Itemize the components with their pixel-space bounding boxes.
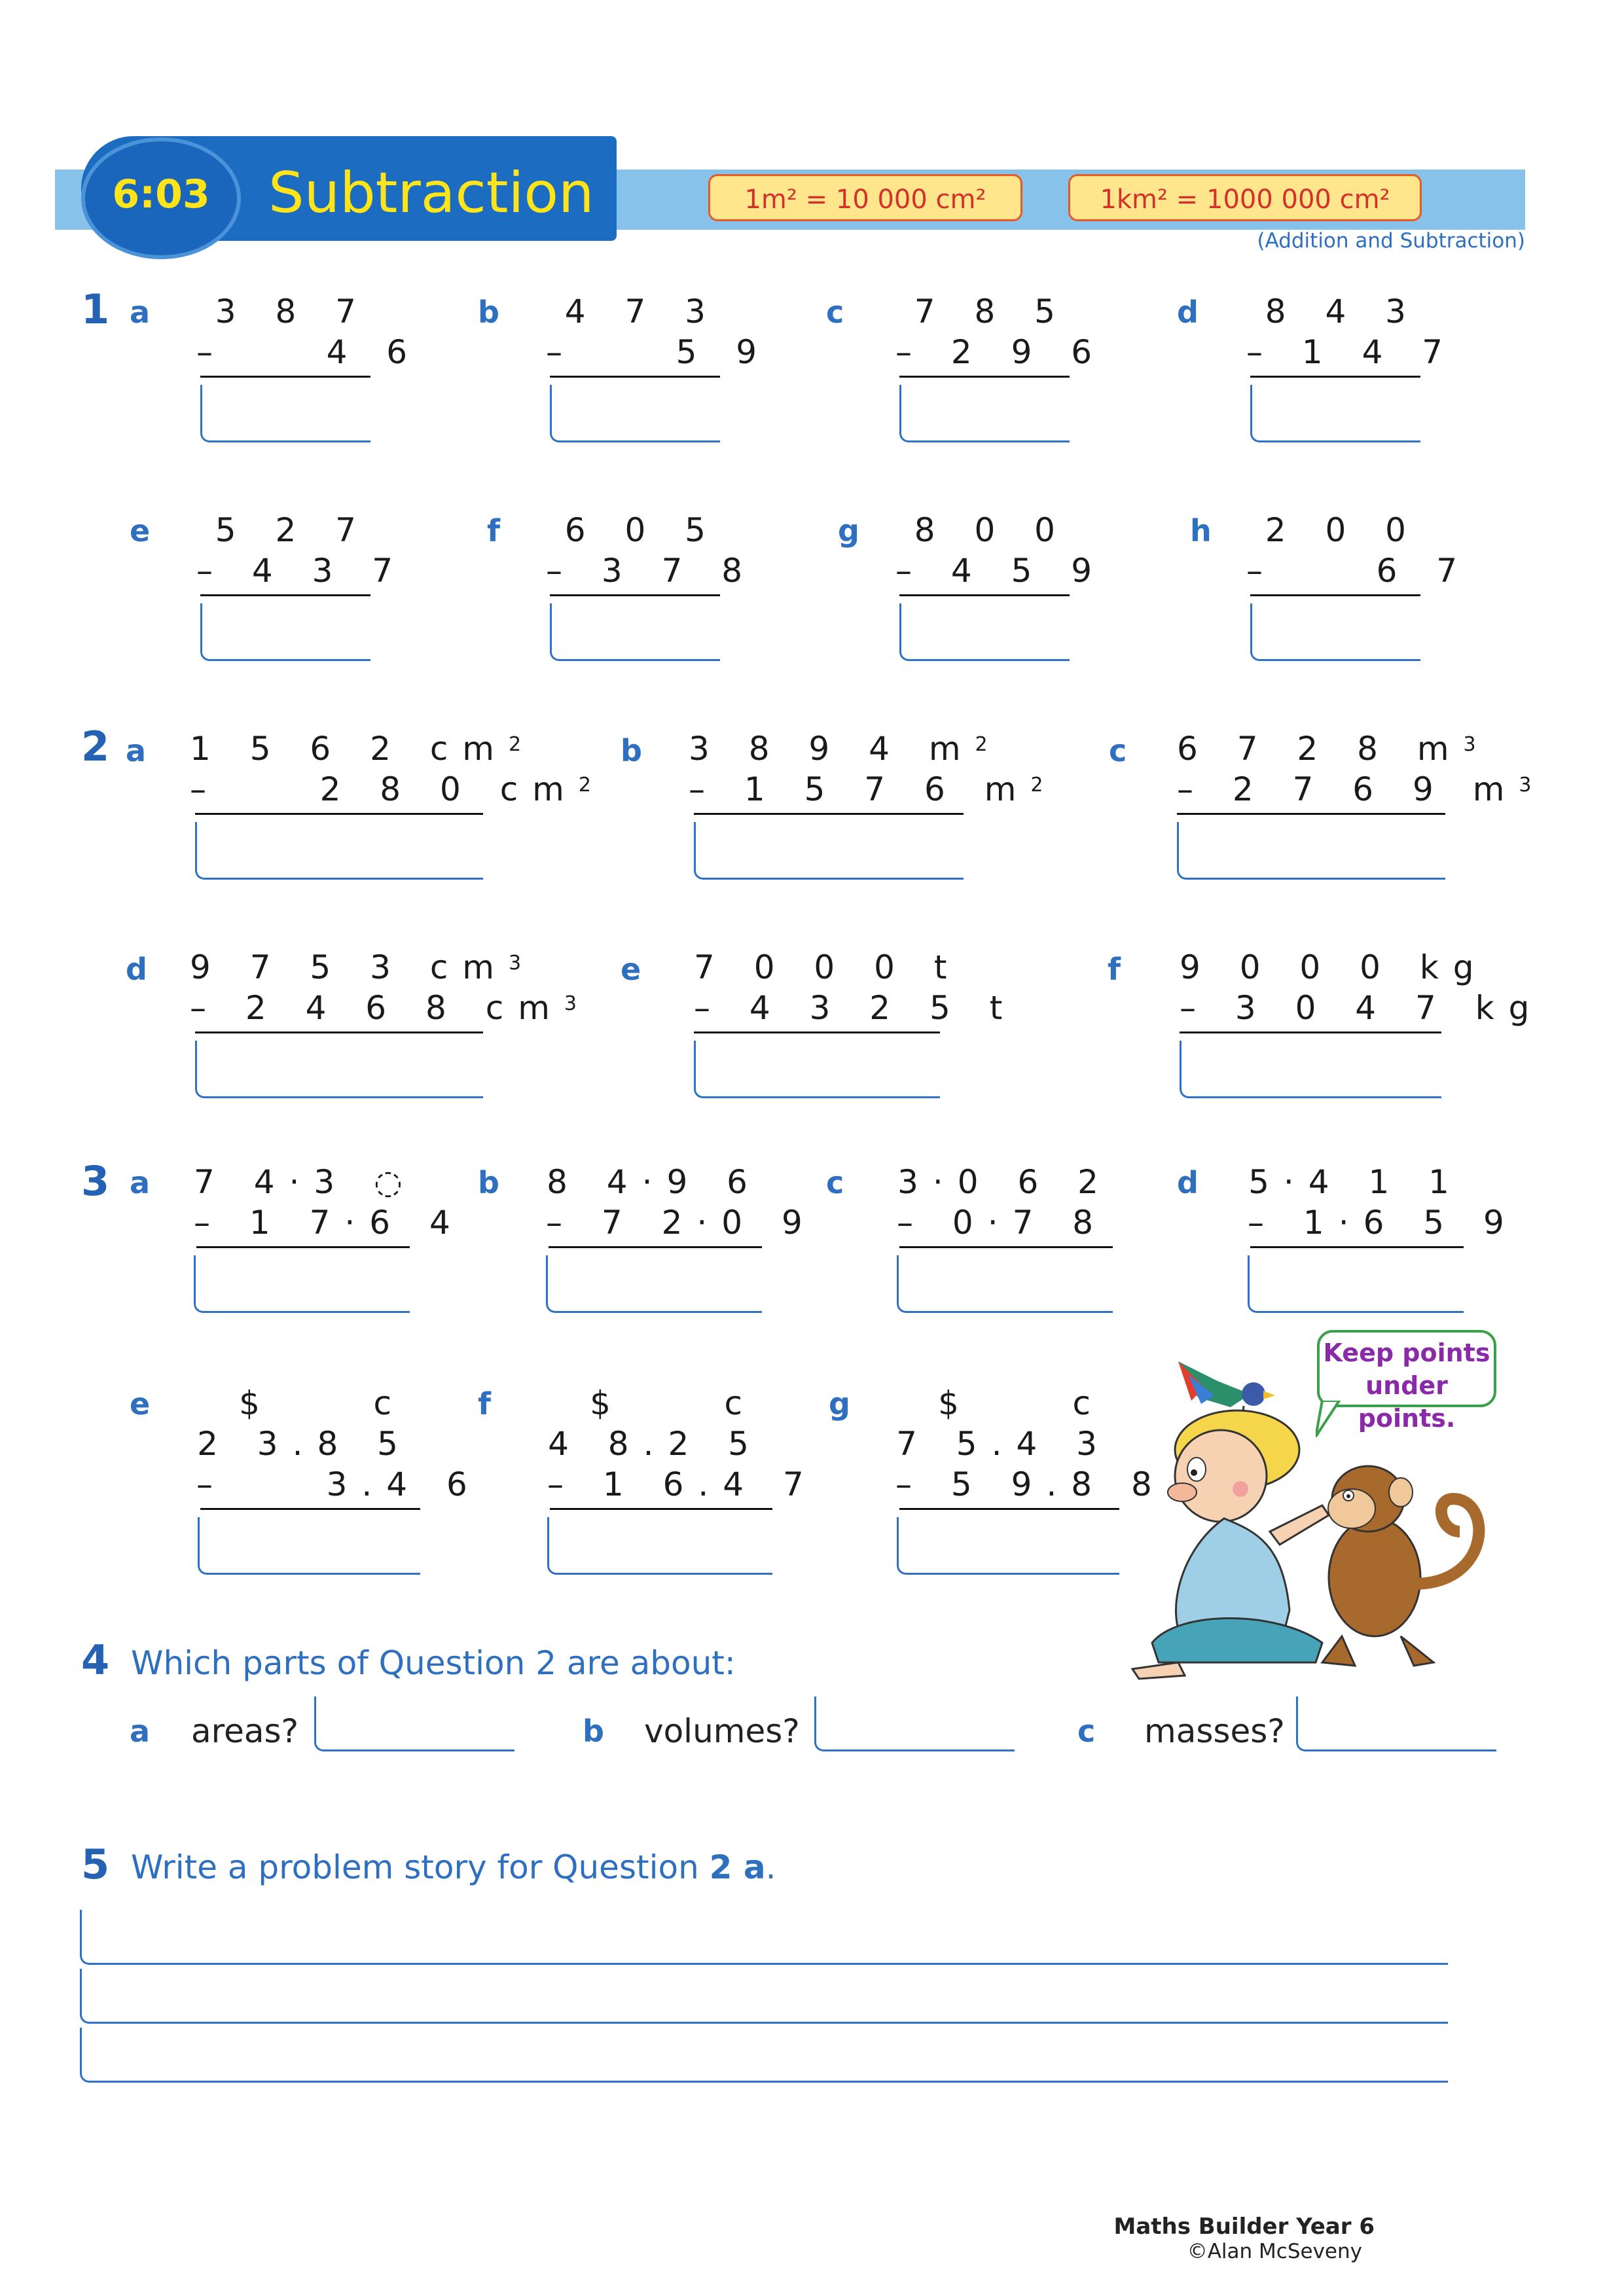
speech-bubble xyxy=(1317,1330,1496,1433)
q1h-letter: h xyxy=(1190,513,1212,548)
q2c-top: 6 7 2 8 $m^3$ xyxy=(1177,730,1476,768)
story-line-3[interactable] xyxy=(80,2028,1448,2083)
q1b-answer-box[interactable] xyxy=(550,385,720,442)
q1h-rule xyxy=(1250,594,1420,596)
q1f-letter: f xyxy=(487,513,501,548)
question-4-number: 4 xyxy=(81,1636,110,1684)
q4c-answer-box[interactable] xyxy=(1296,1696,1496,1751)
unit-fact-area-m2: 1m² = 10 000 cm² xyxy=(708,174,1022,221)
q3g-top: 7 5.4 3 xyxy=(896,1425,1111,1463)
q3b-bottom: – 7 2·0 9 xyxy=(546,1204,817,1242)
q1f-rule xyxy=(550,594,720,596)
q1a-bottom: – 4 6 xyxy=(196,333,422,371)
q2d-rule xyxy=(195,1031,483,1033)
question-4-text: Which parts of Question 2 are about: xyxy=(131,1644,736,1682)
q1f-top: 6 0 5 xyxy=(564,511,720,549)
q1e-bottom: – 4 3 7 xyxy=(196,552,408,590)
q3b-top: 8 4·9 6 xyxy=(547,1163,762,1201)
q1d-letter: d xyxy=(1177,295,1199,330)
q1h-top: 2 0 0 xyxy=(1265,511,1420,549)
page-title: Subtraction xyxy=(268,160,594,226)
q2f-bottom: – 3 0 4 7 kg xyxy=(1180,989,1544,1027)
q1b-bottom: – 5 9 xyxy=(546,333,772,371)
q4c-label: masses? xyxy=(1144,1712,1285,1750)
footer-book-title: Maths Builder Year 6 xyxy=(1113,2214,1375,2240)
q3a-top: 7 4·3 ◌ xyxy=(194,1163,417,1201)
q1g-bottom: – 4 5 9 xyxy=(895,552,1107,590)
speech-bubble-tail xyxy=(1316,1401,1342,1440)
q2e-letter: e xyxy=(621,952,641,987)
q4a-letter: a xyxy=(130,1713,151,1749)
unit-fact-area-km2: 1km² = 1000 000 cm² xyxy=(1068,174,1422,221)
q1a-letter: a xyxy=(130,295,151,330)
q3a-bottom: – 1 7·6 4 xyxy=(194,1204,465,1242)
q2e-rule xyxy=(694,1031,940,1033)
q4a-answer-box[interactable] xyxy=(314,1696,514,1751)
speech-bubble-line-1: Keep points xyxy=(1323,1338,1490,1367)
q2b-rule xyxy=(694,813,964,815)
q2f-top: 9 0 0 0 kg xyxy=(1180,948,1489,986)
q1f-bottom: – 3 7 8 xyxy=(546,552,757,590)
q1a-rule xyxy=(200,376,370,378)
q1d-answer-box[interactable] xyxy=(1250,385,1420,442)
question-5-text: Write a problem story for Question 2 a. xyxy=(131,1848,776,1886)
q3d-answer-box[interactable] xyxy=(1248,1255,1464,1313)
q2d-answer-box[interactable] xyxy=(195,1041,483,1098)
q1c-rule xyxy=(899,376,1070,378)
speech-bubble-line-2: under points. xyxy=(1358,1371,1456,1433)
q2d-top: 9 7 5 3 $cm^3$ xyxy=(190,948,522,986)
q2b-bottom: – 1 5 7 6 $m^2$ xyxy=(689,770,1043,808)
q3a-answer-box[interactable] xyxy=(194,1255,410,1313)
q1f-answer-box[interactable] xyxy=(550,603,720,661)
q2b-top: 3 8 9 4 $m^2$ xyxy=(689,730,988,768)
q2a-top: 1 5 6 2 $cm^2$ xyxy=(190,730,522,768)
q1c-answer-box[interactable] xyxy=(899,385,1070,442)
q1a-answer-box[interactable] xyxy=(200,385,370,442)
q1c-top: 7 8 5 xyxy=(914,293,1070,331)
q3g-answer-box[interactable] xyxy=(897,1517,1119,1575)
q2e-top: 7 0 0 0 t xyxy=(694,948,962,986)
q1b-rule xyxy=(550,376,720,378)
q2d-bottom: – 2 4 6 8 $cm^3$ xyxy=(190,989,577,1027)
q1e-top: 5 2 7 xyxy=(215,511,370,549)
q1g-rule xyxy=(899,594,1070,596)
q3c-top: 3·0 6 2 xyxy=(897,1163,1113,1201)
q3f-top: 4 8.2 5 xyxy=(548,1425,763,1463)
q3f-bottom: – 1 6.4 7 xyxy=(547,1465,818,1503)
q1d-bottom: – 1 4 7 xyxy=(1246,333,1458,371)
q3g-currency-header: $ c xyxy=(938,1384,1105,1422)
q2c-bottom: – 2 7 6 9 $m^3$ xyxy=(1177,770,1532,808)
q4a-label: areas? xyxy=(191,1712,299,1750)
q3b-rule xyxy=(549,1246,762,1248)
topic-label: (Addition and Subtraction) xyxy=(1257,229,1525,253)
section-code: 6:03 xyxy=(112,171,210,217)
q1e-rule xyxy=(200,594,370,596)
q3c-bottom: – 0·7 8 xyxy=(897,1204,1157,1242)
q1b-letter: b xyxy=(478,295,499,330)
question-3-number: 3 xyxy=(81,1157,110,1205)
q3f-currency-header: $ c xyxy=(590,1384,757,1422)
q3c-letter: c xyxy=(826,1165,844,1200)
question-2-number: 2 xyxy=(81,723,110,770)
question-1-number: 1 xyxy=(81,285,110,333)
q4b-letter: b xyxy=(583,1713,604,1749)
q3e-answer-box[interactable] xyxy=(198,1517,420,1575)
q1g-top: 8 0 0 xyxy=(914,511,1070,549)
q1h-answer-box[interactable] xyxy=(1250,603,1420,661)
q1c-letter: c xyxy=(826,295,844,330)
q2b-answer-box[interactable] xyxy=(694,822,964,880)
q3g-letter: g xyxy=(829,1386,850,1422)
q1d-rule xyxy=(1250,376,1420,378)
q1c-bottom: – 2 9 6 xyxy=(895,333,1107,371)
q1h-bottom: – 6 7 xyxy=(1246,552,1472,590)
q3d-bottom: – 1·6 5 9 xyxy=(1248,1204,1519,1242)
q1g-answer-box[interactable] xyxy=(899,603,1070,661)
q2a-answer-box[interactable] xyxy=(195,822,483,880)
q2a-bottom: – 2 8 0 $cm^2$ xyxy=(190,770,591,808)
q1g-letter: g xyxy=(838,513,859,548)
q3d-rule xyxy=(1250,1246,1464,1248)
q3e-rule xyxy=(200,1508,420,1510)
q2d-letter: d xyxy=(126,952,147,987)
q3b-letter: b xyxy=(478,1165,499,1200)
q2a-letter: a xyxy=(126,733,147,768)
q3b-answer-box[interactable] xyxy=(546,1255,762,1313)
question-5-number: 5 xyxy=(81,1840,110,1888)
q2f-rule xyxy=(1180,1031,1441,1033)
q3f-answer-box[interactable] xyxy=(547,1517,772,1575)
q3e-top: 2 3.8 5 xyxy=(197,1425,412,1463)
q3d-top: 5·4 1 1 xyxy=(1248,1163,1464,1201)
q2f-answer-box[interactable] xyxy=(1180,1041,1441,1098)
q2e-bottom: – 4 3 2 5 t xyxy=(694,989,1017,1027)
q3a-letter: a xyxy=(130,1165,151,1200)
q3f-rule xyxy=(550,1508,772,1510)
q1b-top: 4 7 3 xyxy=(564,293,720,331)
q2b-letter: b xyxy=(621,733,642,768)
q2a-rule xyxy=(195,813,483,815)
q3a-rule xyxy=(196,1246,410,1248)
q2f-letter: f xyxy=(1108,952,1121,987)
q2e-answer-box[interactable] xyxy=(694,1041,940,1098)
q3g-bottom: – 5 9.8 8 xyxy=(895,1465,1166,1503)
q3d-letter: d xyxy=(1177,1165,1199,1200)
q2c-letter: c xyxy=(1109,733,1127,768)
q3c-answer-box[interactable] xyxy=(897,1255,1113,1313)
q4c-letter: c xyxy=(1077,1713,1096,1749)
q3e-currency-header: $ c xyxy=(239,1384,406,1422)
q2c-rule xyxy=(1177,813,1445,815)
q3c-rule xyxy=(899,1246,1113,1248)
q1e-letter: e xyxy=(130,513,151,548)
q3f-letter: f xyxy=(478,1386,492,1422)
story-line-2[interactable] xyxy=(80,1969,1448,2024)
q4b-answer-box[interactable] xyxy=(814,1696,1015,1751)
q2c-answer-box[interactable] xyxy=(1177,822,1445,880)
q3e-bottom: – 3.4 6 xyxy=(196,1465,482,1503)
footer-copyright: ©Alan McSeveny xyxy=(1187,2240,1362,2263)
q4b-label: volumes? xyxy=(644,1712,800,1750)
q3g-rule xyxy=(899,1508,1119,1510)
q3e-letter: e xyxy=(130,1386,151,1422)
q1a-top: 3 8 7 xyxy=(215,293,370,331)
story-line-1[interactable] xyxy=(80,1910,1448,1965)
q1e-answer-box[interactable] xyxy=(200,603,370,661)
q1d-top: 8 4 3 xyxy=(1265,293,1420,331)
